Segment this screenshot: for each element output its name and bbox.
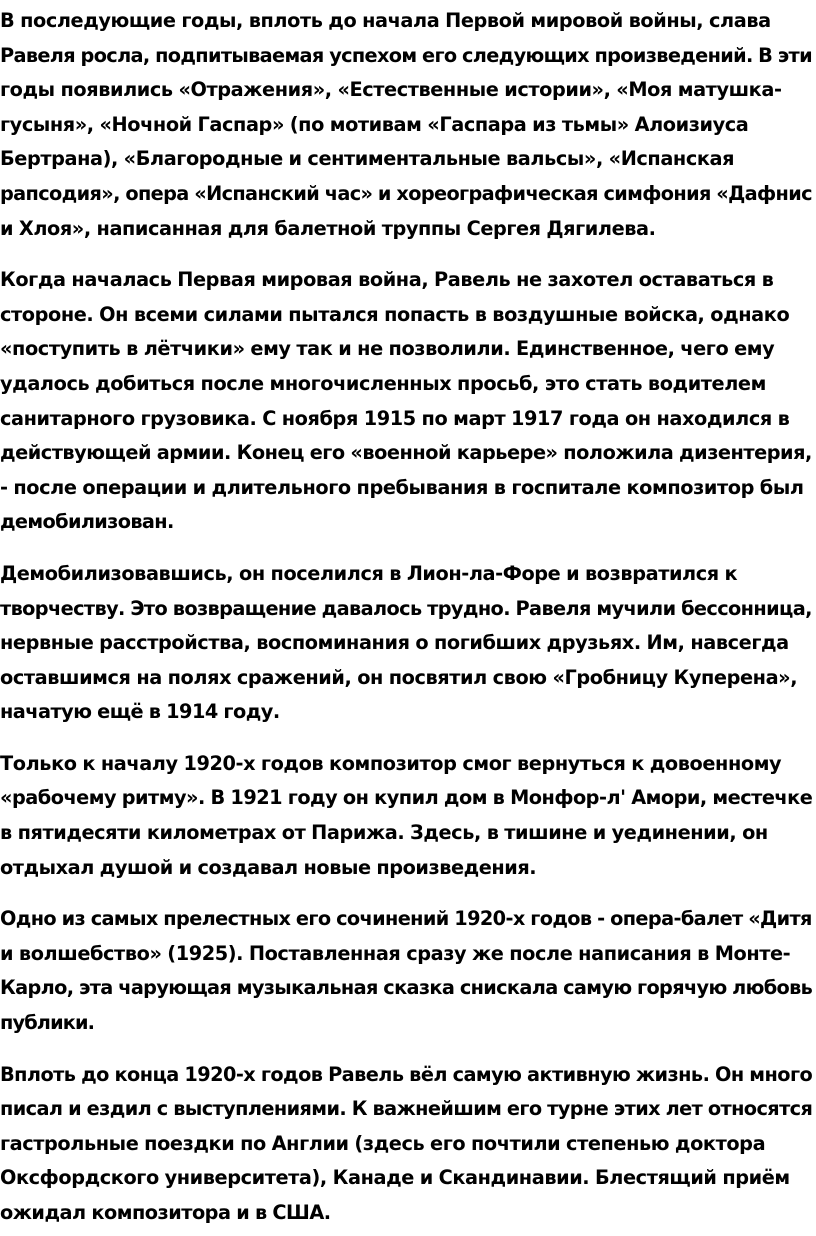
text-line: Когда началась Первая мировая война, Равель не захотел оставаться в <box>0 268 774 292</box>
paragraph-2 <box>0 263 816 540</box>
paragraph-5 <box>0 902 816 1040</box>
paragraph-6 <box>0 1058 816 1231</box>
text-line: рапсодия», опера «Испанский час» и хореографическая симфония «Дафнис <box>0 181 812 205</box>
text-line: - после операции и длительного пребывания в госпитале композитор был <box>0 475 804 499</box>
text-line: писал и ездил с выступлениями. К важнейшим его турне этих лет относятся <box>0 1097 813 1121</box>
paragraph-3 <box>0 557 816 730</box>
text-line: В последующие годы, вплоть до начала Первой мировой войны, слава <box>0 9 771 32</box>
text-line: «рабочему ритму». В 1921 году он купил дом в Монфор-л' Амори, местечке <box>0 786 813 810</box>
text-line: отдыхал душой и создавал новые произведения. <box>0 855 537 879</box>
text-line: ожидал композитора и в США. <box>0 1201 331 1224</box>
text-line: удалось добиться после многочисленных просьб, это стать водителем <box>0 371 766 395</box>
text-line: и Хлоя», написанная для балетной труппы Сергея Дягилева. <box>0 216 656 240</box>
text-line: Вплоть до конца 1920-х годов Равель вёл самую активную жизнь. Он много <box>0 1062 813 1086</box>
text-line: «поступить в лётчики» ему так и не позволили. Единственное, чего ему <box>0 337 775 361</box>
text-line: и волшебство» (1925). Поставленная сразу же после написания в Монте- <box>0 941 791 965</box>
text-line: стороне. Он всеми силами пытался попасть в воздушные войска, однако <box>0 302 790 326</box>
text-line: Оксфордского университета), Канаде и Скандинавии. Блестящий приём <box>0 1166 790 1190</box>
text-line: публики. <box>0 1011 95 1035</box>
paragraph-4 <box>0 747 816 885</box>
text-line: демобилизован. <box>0 510 174 534</box>
text-line: творчеству. Это возвращение давалось трудно. Равеля мучили бессонница, <box>0 596 812 620</box>
text-line: санитарного грузовика. С ноября 1915 по март 1917 года он находился в <box>0 406 790 430</box>
paragraph-1 <box>0 4 816 246</box>
text-line: гусыня», «Ночной Гаспар» (по мотивам «Гаспара из тьмы» Алоизиуса <box>0 112 749 136</box>
text-line: Одно из самых прелестных его сочинений 1920-х годов - опера-балет «Дитя <box>0 907 812 931</box>
text-line: Только к началу 1920-х годов композитор смог вернуться к довоенному <box>0 751 782 775</box>
text-line: нервные расстройства, воспоминания о погибших друзьях. Им, навсегда <box>0 631 789 655</box>
text-line: Бертрана), «Благородные и сентиментальные вальсы», «Испанская <box>0 147 735 171</box>
text-line: Карло, эта чарующая музыкальная сказка снискала самую горячую любовь <box>0 976 813 1000</box>
text-line: начатую ещё в 1914 году. <box>0 700 280 724</box>
text-line: годы появились «Отражения», «Естественные истории», «Моя матушка- <box>0 78 782 102</box>
text-line: действующей армии. Конец его «военной карьере» положила дизентерия, <box>0 441 812 465</box>
text-line: оставшимся на полях сражений, он посвятил свою «Гробницу Куперена», <box>0 665 798 689</box>
text-line: Равеля росла, подпитываемая успехом его следующих произведений. В эти <box>0 43 812 67</box>
text-line: в пятидесяти километрах от Парижа. Здесь, в тишине и уединении, он <box>0 821 768 845</box>
text-line: Демобилизовавшись, он поселился в Лион-ла-Форе и возвратился к <box>0 561 738 585</box>
text-line: гастрольные поездки по Англии (здесь его почтили степенью доктора <box>0 1131 766 1155</box>
